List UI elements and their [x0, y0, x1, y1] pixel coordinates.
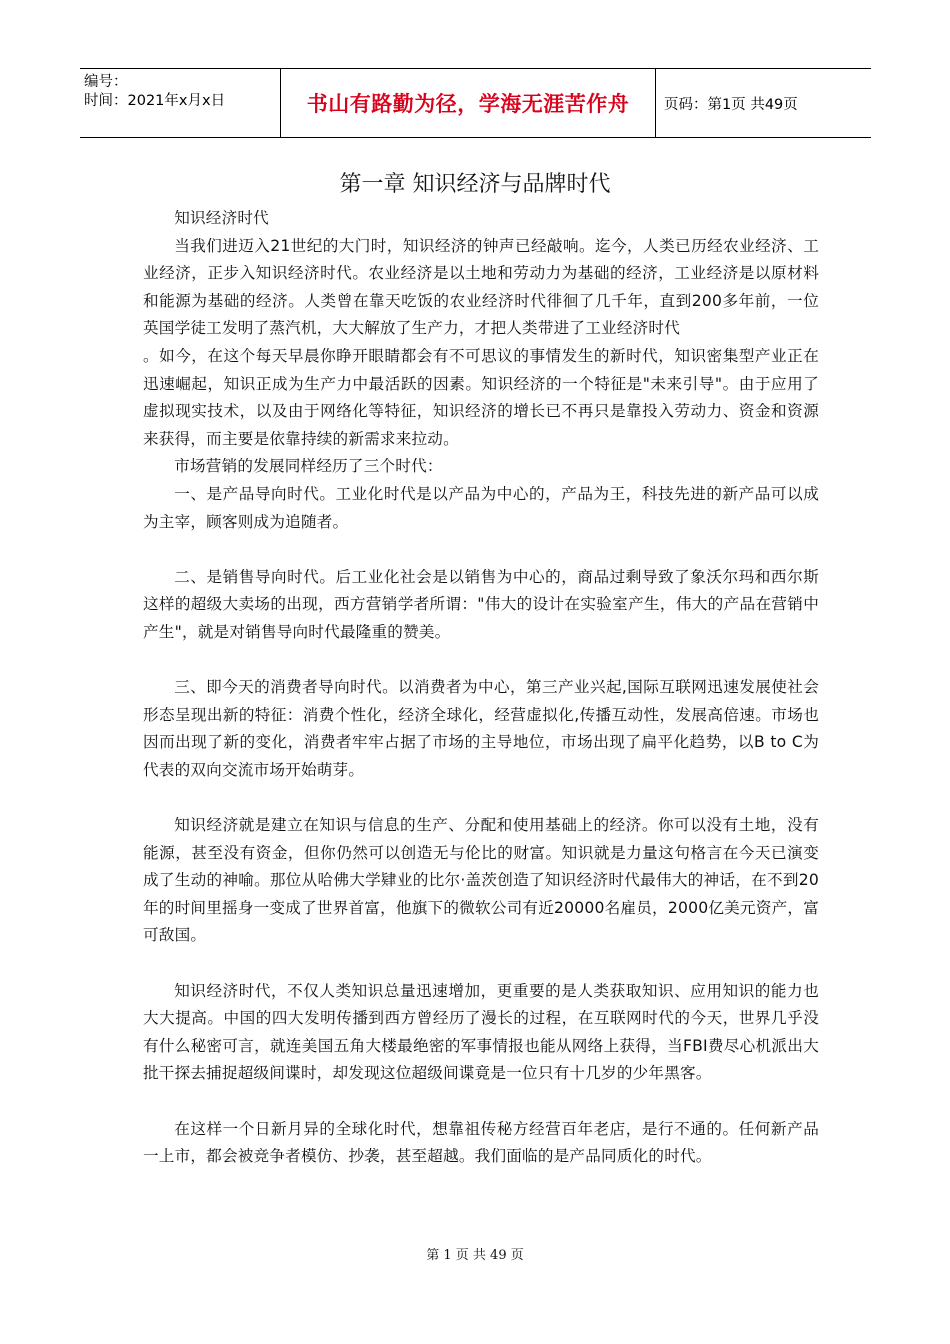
- header-meta: [80, 69, 281, 137]
- paragraph: 在这样一个日新月异的全球化时代，想靠祖传秘方经营百年老店，是行不通的。任何新产品一上市，都会被竞争者模仿、抄袭，甚至超越。我们面临的是产品同质化的时代。: [143, 1119, 819, 1166]
- document-number-label: 编号：: [84, 74, 128, 90]
- document-body: [143, 205, 819, 1171]
- paragraph: 二、是销售导向时代。后工业化社会是以销售为中心的，商品过剩导致了象沃尔玛和西尔斯这样的超级大卖场的出现，西方营销学者所谓："伟大的设计在实验室产生，伟大的产品在营销中产生"，就是对销售导向时代最隆重的赞美。: [143, 567, 819, 641]
- paragraph: 知识经济就是建立在知识与信息的生产、分配和使用基础上的经济。你可以没有土地，没有能源，甚至没有资金，但你仍然可以创造无与伦比的财富。知识就是力量这句格言在今天已演变成了生动的神喻。那位从哈佛大学肄业的比尔·盖茨创造了知识经济时代最伟大的神话，在不到20年的时间里摇身一变成了世界首富，他旗下的微软公司有近20000名雇员，2000亿美元资产，富可敌国。: [143, 816, 819, 945]
- paragraph: 三、即今天的消费者导向时代。以消费者为中心，第三产业兴起,国际互联网迅速发展使社会形态呈现出新的特征：消费个性化，经济全球化，经营虚拟化,传播互动性，发展高倍速。市场也因而出现了新的变化，消费者牢牢占据了市场的主导地位，市场出现了扁平化趋势，以B to C为代表的双向交流市场开始萌芽。: [143, 678, 819, 779]
- header-page-cell: [656, 69, 871, 137]
- paragraph: 。如今，在这个每天早晨你睁开眼睛都会有不可思议的事情发生的新时代，知识密集型产业正在迅速崛起，知识正成为生产力中最活跃的因素。知识经济的一个特征是"未来引导"。由于应用了虚拟现实技术，以及由于网络化等特征，知识经济的增长已不再只是靠投入劳动力、资金和资源来获得，而主要是依靠持续的新需求来拉动。: [143, 346, 819, 448]
- paragraph: 一、是产品导向时代。工业化时代是以产品为中心的，产品为王，科技先进的新产品可以成为主宰，顾客则成为追随者。: [143, 484, 819, 531]
- page-header: [80, 68, 871, 138]
- section-heading: 知识经济时代: [174, 209, 269, 227]
- header-page-label: 页码：第1页 共49页: [664, 96, 798, 113]
- page-footer: 第 1 页 共 49 页: [426, 1248, 524, 1263]
- document-time-label: 时间：2021年x月x日: [84, 93, 226, 109]
- paragraph: 市场营销的发展同样经历了三个时代：: [174, 457, 443, 476]
- paragraph: 当我们进迈入21世纪的大门时，知识经济的钟声已经敲响。迄今，人类已历经农业经济、工业经济，正步入知识经济时代。农业经济是以土地和劳动力为基础的经济，工业经济是以原材料和能源为基础的经济。人类曾在靠天吃饭的农业经济时代徘徊了几千年，直到200多年前，一位英国学徒工发明了蒸汽机，大大解放了生产力，才把人类带进了工业经济时代: [143, 236, 819, 338]
- paragraph: 知识经济时代，不仅人类知识总量迅速增加，更重要的是人类获取知识、应用知识的能力也大大提高。中国的四大发明传播到西方曾经历了漫长的过程，在互联网时代的今天，世界几乎没有什么秘密可言，就连美国五角大楼最绝密的军事情报也能从网络上获得，当FBI费尽心机派出大批干探去捕捉超级间谍时，却发现这位超级间谍竟是一位只有十几岁的少年黑客。: [143, 981, 819, 1083]
- header-motto: 书山有路勤为径，学海无涯苦作舟: [306, 92, 630, 116]
- header-motto-cell: [281, 69, 656, 137]
- chapter-title: 第一章 知识经济与品牌时代: [339, 172, 611, 197]
